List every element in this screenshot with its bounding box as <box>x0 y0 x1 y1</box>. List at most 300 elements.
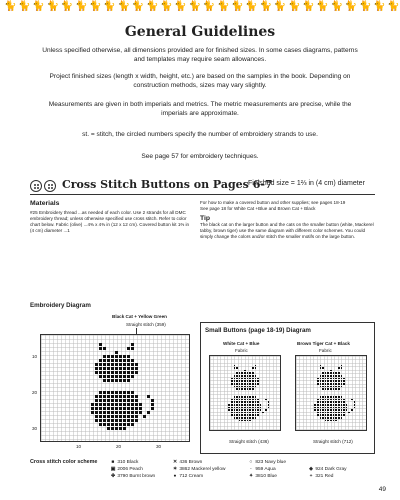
stitch-mark <box>99 423 102 426</box>
stitch-mark <box>317 407 319 409</box>
stitch-mark <box>131 371 134 374</box>
stitch-mark <box>103 363 106 366</box>
page-title: General Guidelines <box>124 24 276 40</box>
stitch-mark <box>252 388 254 390</box>
legend-item <box>248 466 276 473</box>
stitch-mark <box>103 371 106 374</box>
stitch-mark <box>99 399 102 402</box>
stitch-mark <box>123 423 126 426</box>
guideline-paragraph: Project finished sizes (length x width, height, etc.) are based on the samples in the book. Depending on construction methods, sizes may vary slightly. <box>49 73 351 89</box>
stitch-mark <box>103 375 106 378</box>
stitch-mark <box>99 395 102 398</box>
stitch-mark <box>249 401 251 403</box>
stitch-mark <box>244 414 246 416</box>
stitch-mark <box>99 407 102 410</box>
stitch-mark <box>244 420 246 422</box>
stitch-mark <box>111 355 114 358</box>
guideline-paragraph: See page 57 for embroidery techniques. <box>141 153 259 160</box>
stitch-mark <box>239 375 241 377</box>
stitch-mark <box>241 396 243 398</box>
stitch-mark <box>249 380 251 382</box>
stitch-mark <box>354 407 356 409</box>
stitch-mark <box>255 404 257 406</box>
stitch-mark <box>247 409 249 411</box>
stitch-mark <box>252 401 254 403</box>
stitch-mark <box>244 407 246 409</box>
stitch-mark <box>236 378 238 380</box>
stitch-mark <box>95 395 98 398</box>
stitch-mark <box>95 399 98 402</box>
stitch-mark <box>119 403 122 406</box>
stitch-mark <box>131 415 134 418</box>
cat-border-icon: 🐈 <box>146 1 159 12</box>
stitch-mark <box>333 412 335 414</box>
stitch-mark <box>341 407 343 409</box>
stitch-mark <box>135 407 138 410</box>
stitch-mark <box>317 399 319 401</box>
stitch-mark <box>244 399 246 401</box>
stitch-mark <box>239 399 241 401</box>
legend-text: 924 Dark Gray <box>315 467 347 472</box>
stitch-mark <box>322 417 324 419</box>
stitch-mark <box>127 371 130 374</box>
stitch-mark <box>335 372 337 374</box>
stitch-mark <box>119 399 122 402</box>
stitch-mark <box>123 379 126 382</box>
stitch-mark <box>260 404 262 406</box>
legend-text: 321 Red <box>315 474 334 479</box>
stitch-mark <box>123 371 126 374</box>
stitch-mark <box>119 359 122 362</box>
legend-symbol: · <box>250 467 252 472</box>
stitch-mark <box>231 378 233 380</box>
axis-label: 30 <box>156 444 162 449</box>
stitch-mark <box>241 388 243 390</box>
stitch-mark <box>330 372 332 374</box>
stitch-mark <box>330 404 332 406</box>
stitch-mark <box>236 404 238 406</box>
stitch-mark <box>322 380 324 382</box>
stitch-mark <box>249 386 251 388</box>
stitch-mark <box>252 409 254 411</box>
stitch-mark <box>111 395 114 398</box>
axis-label: 10 <box>76 444 82 449</box>
stitch-mark <box>127 355 130 358</box>
stitch-mark <box>330 414 332 416</box>
stitch-mark <box>115 379 118 382</box>
stitch-mark <box>143 415 146 418</box>
button-icon <box>30 180 42 192</box>
embroidery-heading: Embroidery Diagram <box>30 302 91 309</box>
stitch-mark <box>257 399 259 401</box>
stitch-mark <box>314 409 316 411</box>
stitch-mark <box>320 386 322 388</box>
stitch-mark <box>322 388 324 390</box>
stitch-mark <box>252 404 254 406</box>
stitch-mark <box>322 412 324 414</box>
stitch-mark <box>335 383 337 385</box>
stitch-mark <box>338 375 340 377</box>
cat-border-icon: 🐈 <box>387 1 400 12</box>
stitch-mark <box>257 380 259 382</box>
stitch-mark <box>236 396 238 398</box>
stitch-mark <box>335 380 337 382</box>
stitch-mark <box>103 367 106 370</box>
stitch-mark <box>249 409 251 411</box>
stitch-mark <box>262 412 264 414</box>
stitch-mark <box>348 412 350 414</box>
stitch-mark <box>330 386 332 388</box>
stitch-mark <box>335 407 337 409</box>
stitch-mark <box>252 383 254 385</box>
stitch-mark <box>325 417 327 419</box>
stitch-mark <box>119 395 122 398</box>
legend-symbol: ● <box>173 474 177 479</box>
legend-text: 3862 Mackerel yellow <box>179 467 226 472</box>
stitch-mark <box>231 399 233 401</box>
stitch-mark <box>111 367 114 370</box>
stitch-mark <box>343 404 345 406</box>
stitch-mark <box>338 396 340 398</box>
stitch-mark <box>103 391 106 394</box>
stitch-mark <box>139 407 142 410</box>
stitch-mark <box>249 399 251 401</box>
stitch-mark <box>127 407 130 410</box>
stitch-mark <box>103 395 106 398</box>
materials-heading: Materials <box>30 200 60 207</box>
stitch-mark <box>351 399 353 401</box>
stitch-mark <box>247 388 249 390</box>
cat-border-icon: 🐈 <box>188 1 202 12</box>
stitch-mark <box>107 355 110 358</box>
stitch-mark <box>111 359 114 362</box>
stitch-mark <box>244 404 246 406</box>
stitch-mark <box>327 420 329 422</box>
stitch-mark <box>343 412 345 414</box>
stitch-mark <box>95 411 98 414</box>
stitch-mark <box>236 409 238 411</box>
stitch-mark <box>99 415 102 418</box>
section-title: Cross Stitch Buttons on Pages 6-7 <box>62 178 273 191</box>
stitch-mark <box>234 380 236 382</box>
stitch-mark <box>322 386 324 388</box>
stitch-mark <box>115 395 118 398</box>
stitch-mark <box>241 401 243 403</box>
stitch-mark <box>252 396 254 398</box>
stitch-mark <box>131 395 134 398</box>
legend-symbol: ◈ <box>309 467 313 472</box>
stitch-mark <box>127 399 130 402</box>
stitch-mark <box>119 379 122 382</box>
stitch-mark <box>99 411 102 414</box>
stitch-mark <box>107 427 110 430</box>
stitch-mark <box>239 412 241 414</box>
stitch-mark <box>103 407 106 410</box>
tip-text: The black cat on the larger button and the cats on the smaller button (white, Mackerel tabby, brown tiger) use the same diagram with different color schemes. You could simply change the colors and/or stitch the smaller motifs on the large button. <box>200 222 374 239</box>
stitch-mark <box>341 417 343 419</box>
stitch-mark <box>241 386 243 388</box>
stitch-mark <box>338 407 340 409</box>
cat-border-icon: 🐈 <box>60 1 74 12</box>
stitch-mark <box>239 380 241 382</box>
stitch-mark <box>341 399 343 401</box>
stitch-mark <box>335 412 337 414</box>
stitch-mark <box>320 380 322 382</box>
stitch-mark <box>103 423 106 426</box>
stitch-mark <box>338 401 340 403</box>
stitch-mark <box>252 386 254 388</box>
stitch-mark <box>127 403 130 406</box>
stitch-mark <box>335 401 337 403</box>
stitch-mark <box>327 414 329 416</box>
stitch-mark <box>151 403 154 406</box>
stitch-mark <box>268 407 270 409</box>
stitch-mark <box>119 363 122 366</box>
axis-label: 20 <box>32 390 38 395</box>
stitch-mark <box>244 386 246 388</box>
legend-text: 3790 Burnt brown <box>117 474 156 479</box>
stitch-mark <box>99 403 102 406</box>
stitch-mark <box>107 371 110 374</box>
stitch-mark <box>343 380 345 382</box>
stitch-mark <box>131 411 134 414</box>
stitch-mark <box>247 380 249 382</box>
stitch-mark <box>252 367 254 369</box>
stitch-mark <box>123 375 126 378</box>
stitch-mark <box>333 380 335 382</box>
cat-border-icon: 🐈 <box>117 1 131 12</box>
stitch-mark <box>317 409 319 411</box>
cat-border-icon: 🐈 <box>217 1 230 12</box>
white-cat-label: White Cat + Blue <box>223 341 260 346</box>
stitch-mark <box>320 365 322 367</box>
stitch-mark <box>314 407 316 409</box>
stitch-mark <box>131 343 134 346</box>
stitch-mark <box>103 415 106 418</box>
stitch-mark <box>239 388 241 390</box>
stitch-mark <box>228 409 230 411</box>
tip-heading: Tip <box>200 215 211 222</box>
brown-fabric-label: Fabric <box>319 348 332 353</box>
brown-cat-label: Brown Tiger Cat + Black <box>297 341 350 346</box>
stitch-mark <box>103 379 106 382</box>
stitch-mark <box>322 404 324 406</box>
stitch-mark <box>320 407 322 409</box>
cat-border-icon: 🐈 <box>46 1 60 12</box>
stitch-mark <box>103 347 106 350</box>
stitch-mark <box>327 386 329 388</box>
stitch-mark <box>119 423 122 426</box>
stitch-mark <box>333 383 335 385</box>
cat-border-icon: 🐈 <box>131 1 145 12</box>
stitch-mark <box>244 378 246 380</box>
stitch-mark <box>123 407 126 410</box>
stitch-mark <box>119 367 122 370</box>
stitch-mark <box>239 396 241 398</box>
stitch-mark <box>241 372 243 374</box>
stitch-mark <box>231 407 233 409</box>
legend-symbol: + <box>309 474 313 479</box>
small-buttons-panel <box>200 322 375 454</box>
stitch-mark <box>333 404 335 406</box>
stitch-mark <box>131 419 134 422</box>
stitch-mark <box>341 412 343 414</box>
stitch-mark <box>123 415 126 418</box>
stitch-mark <box>341 386 343 388</box>
stitch-mark <box>107 391 110 394</box>
stitch-mark <box>95 403 98 406</box>
legend-symbol: ○ <box>249 460 253 465</box>
stitch-mark <box>338 399 340 401</box>
stitch-mark <box>135 371 138 374</box>
stitch-mark <box>325 375 327 377</box>
stitch-mark <box>107 403 110 406</box>
stitch-mark <box>231 409 233 411</box>
stitch-mark <box>107 419 110 422</box>
stitch-mark <box>252 412 254 414</box>
stitch-mark <box>338 409 340 411</box>
stitch-mark <box>244 388 246 390</box>
legend-text: 3810 Blue <box>255 474 277 479</box>
stitch-mark <box>115 375 118 378</box>
legend-item <box>248 459 286 466</box>
stitch-mark <box>99 343 102 346</box>
stitch-mark <box>247 386 249 388</box>
stitch-mark <box>327 378 329 380</box>
stitch-mark <box>131 399 134 402</box>
stitch-mark <box>252 375 254 377</box>
stitch-mark <box>115 391 118 394</box>
guideline-paragraph: Unless specified otherwise, all dimensions provided are for finished sizes. In some cases diagrams, patterns and templates may require seam allowances. <box>42 47 358 63</box>
stitch-mark <box>244 396 246 398</box>
stitch-mark <box>330 420 332 422</box>
legend-symbol: ▣ <box>110 467 116 472</box>
stitch-mark <box>257 404 259 406</box>
stitch-mark <box>333 409 335 411</box>
stitch-mark <box>338 414 340 416</box>
stitch-mark <box>260 407 262 409</box>
stitch-mark <box>268 401 270 403</box>
stitch-mark <box>239 383 241 385</box>
stitch-mark <box>239 417 241 419</box>
stitch-mark <box>131 347 134 350</box>
stitch-mark <box>127 423 130 426</box>
stitch-mark <box>330 378 332 380</box>
stitch-mark <box>320 404 322 406</box>
stitch-mark <box>123 419 126 422</box>
stitch-mark <box>247 407 249 409</box>
legend-symbol: ✦ <box>248 474 254 479</box>
embroidery-grid <box>40 334 190 442</box>
stitch-mark <box>123 399 126 402</box>
stitch-mark <box>335 396 337 398</box>
stitch-mark <box>317 383 319 385</box>
stitch-mark <box>131 367 134 370</box>
stitch-mark <box>341 383 343 385</box>
cat-border-icon: 🐈 <box>103 1 116 12</box>
cat-border-icon: 🐈 <box>245 1 258 12</box>
stitch-mark <box>247 420 249 422</box>
stitch-mark <box>123 403 126 406</box>
stitch-mark <box>239 372 241 374</box>
stitch-mark <box>231 404 233 406</box>
stitch-mark <box>338 412 340 414</box>
stitch-mark <box>115 427 118 430</box>
cat-border-icon: 🐈 <box>89 1 102 12</box>
stitch-mark <box>257 383 259 385</box>
stitch-mark <box>333 420 335 422</box>
cat-border-icon: 🐈 <box>373 1 386 12</box>
stitch-mark <box>317 412 319 414</box>
stitch-mark <box>325 412 327 414</box>
stitch-mark <box>335 409 337 411</box>
stitch-mark <box>330 409 332 411</box>
stitch-mark <box>249 383 251 385</box>
brown-cat-grid <box>295 355 367 431</box>
stitch-mark <box>241 409 243 411</box>
stitch-mark <box>103 403 106 406</box>
stitch-mark <box>255 378 257 380</box>
stitch-mark <box>131 375 134 378</box>
stitch-mark <box>99 371 102 374</box>
stitch-mark <box>234 412 236 414</box>
stitch-mark <box>103 419 106 422</box>
stitch-mark <box>338 404 340 406</box>
stitch-mark <box>127 419 130 422</box>
stitch-mark <box>111 415 114 418</box>
straight-stitch-label: Straight stitch (359) <box>126 322 166 327</box>
legend-text: 712 Cream <box>179 474 204 479</box>
stitch-mark <box>107 415 110 418</box>
stitch-mark <box>247 414 249 416</box>
stitch-mark <box>335 404 337 406</box>
stitch-mark <box>249 375 251 377</box>
stitch-mark <box>343 409 345 411</box>
stitch-mark <box>119 355 122 358</box>
cat-border-icon: 🐈 <box>231 1 244 12</box>
stitch-mark <box>151 399 154 402</box>
stitch-mark <box>320 367 322 369</box>
stitch-mark <box>327 417 329 419</box>
stitch-mark <box>249 407 251 409</box>
stitch-mark <box>335 378 337 380</box>
stitch-mark <box>135 411 138 414</box>
stitch-mark <box>236 388 238 390</box>
stitch-mark <box>234 386 236 388</box>
stitch-mark <box>127 391 130 394</box>
stitch-mark <box>317 378 319 380</box>
stitch-mark <box>115 359 118 362</box>
stitch-mark <box>255 386 257 388</box>
stitch-mark <box>107 375 110 378</box>
stitch-mark <box>115 399 118 402</box>
stitch-mark <box>147 411 150 414</box>
stitch-mark <box>255 383 257 385</box>
guideline-paragraph: Measurements are given in both imperials and metrics. The metric measurements are precise, while the imperials are approximate. <box>48 101 352 117</box>
stitch-mark <box>241 380 243 382</box>
stitch-mark <box>99 391 102 394</box>
stitch-mark <box>255 407 257 409</box>
stitch-mark <box>123 367 126 370</box>
legend-symbol: ✤ <box>110 474 116 479</box>
legend-title: Cross stitch color scheme <box>30 459 98 465</box>
stitch-mark <box>252 372 254 374</box>
cat-border-icon: 🐈 <box>259 1 273 12</box>
stitch-mark <box>265 399 267 401</box>
stitch-mark <box>333 399 335 401</box>
stitch-mark <box>338 372 340 374</box>
stitch-mark <box>231 401 233 403</box>
